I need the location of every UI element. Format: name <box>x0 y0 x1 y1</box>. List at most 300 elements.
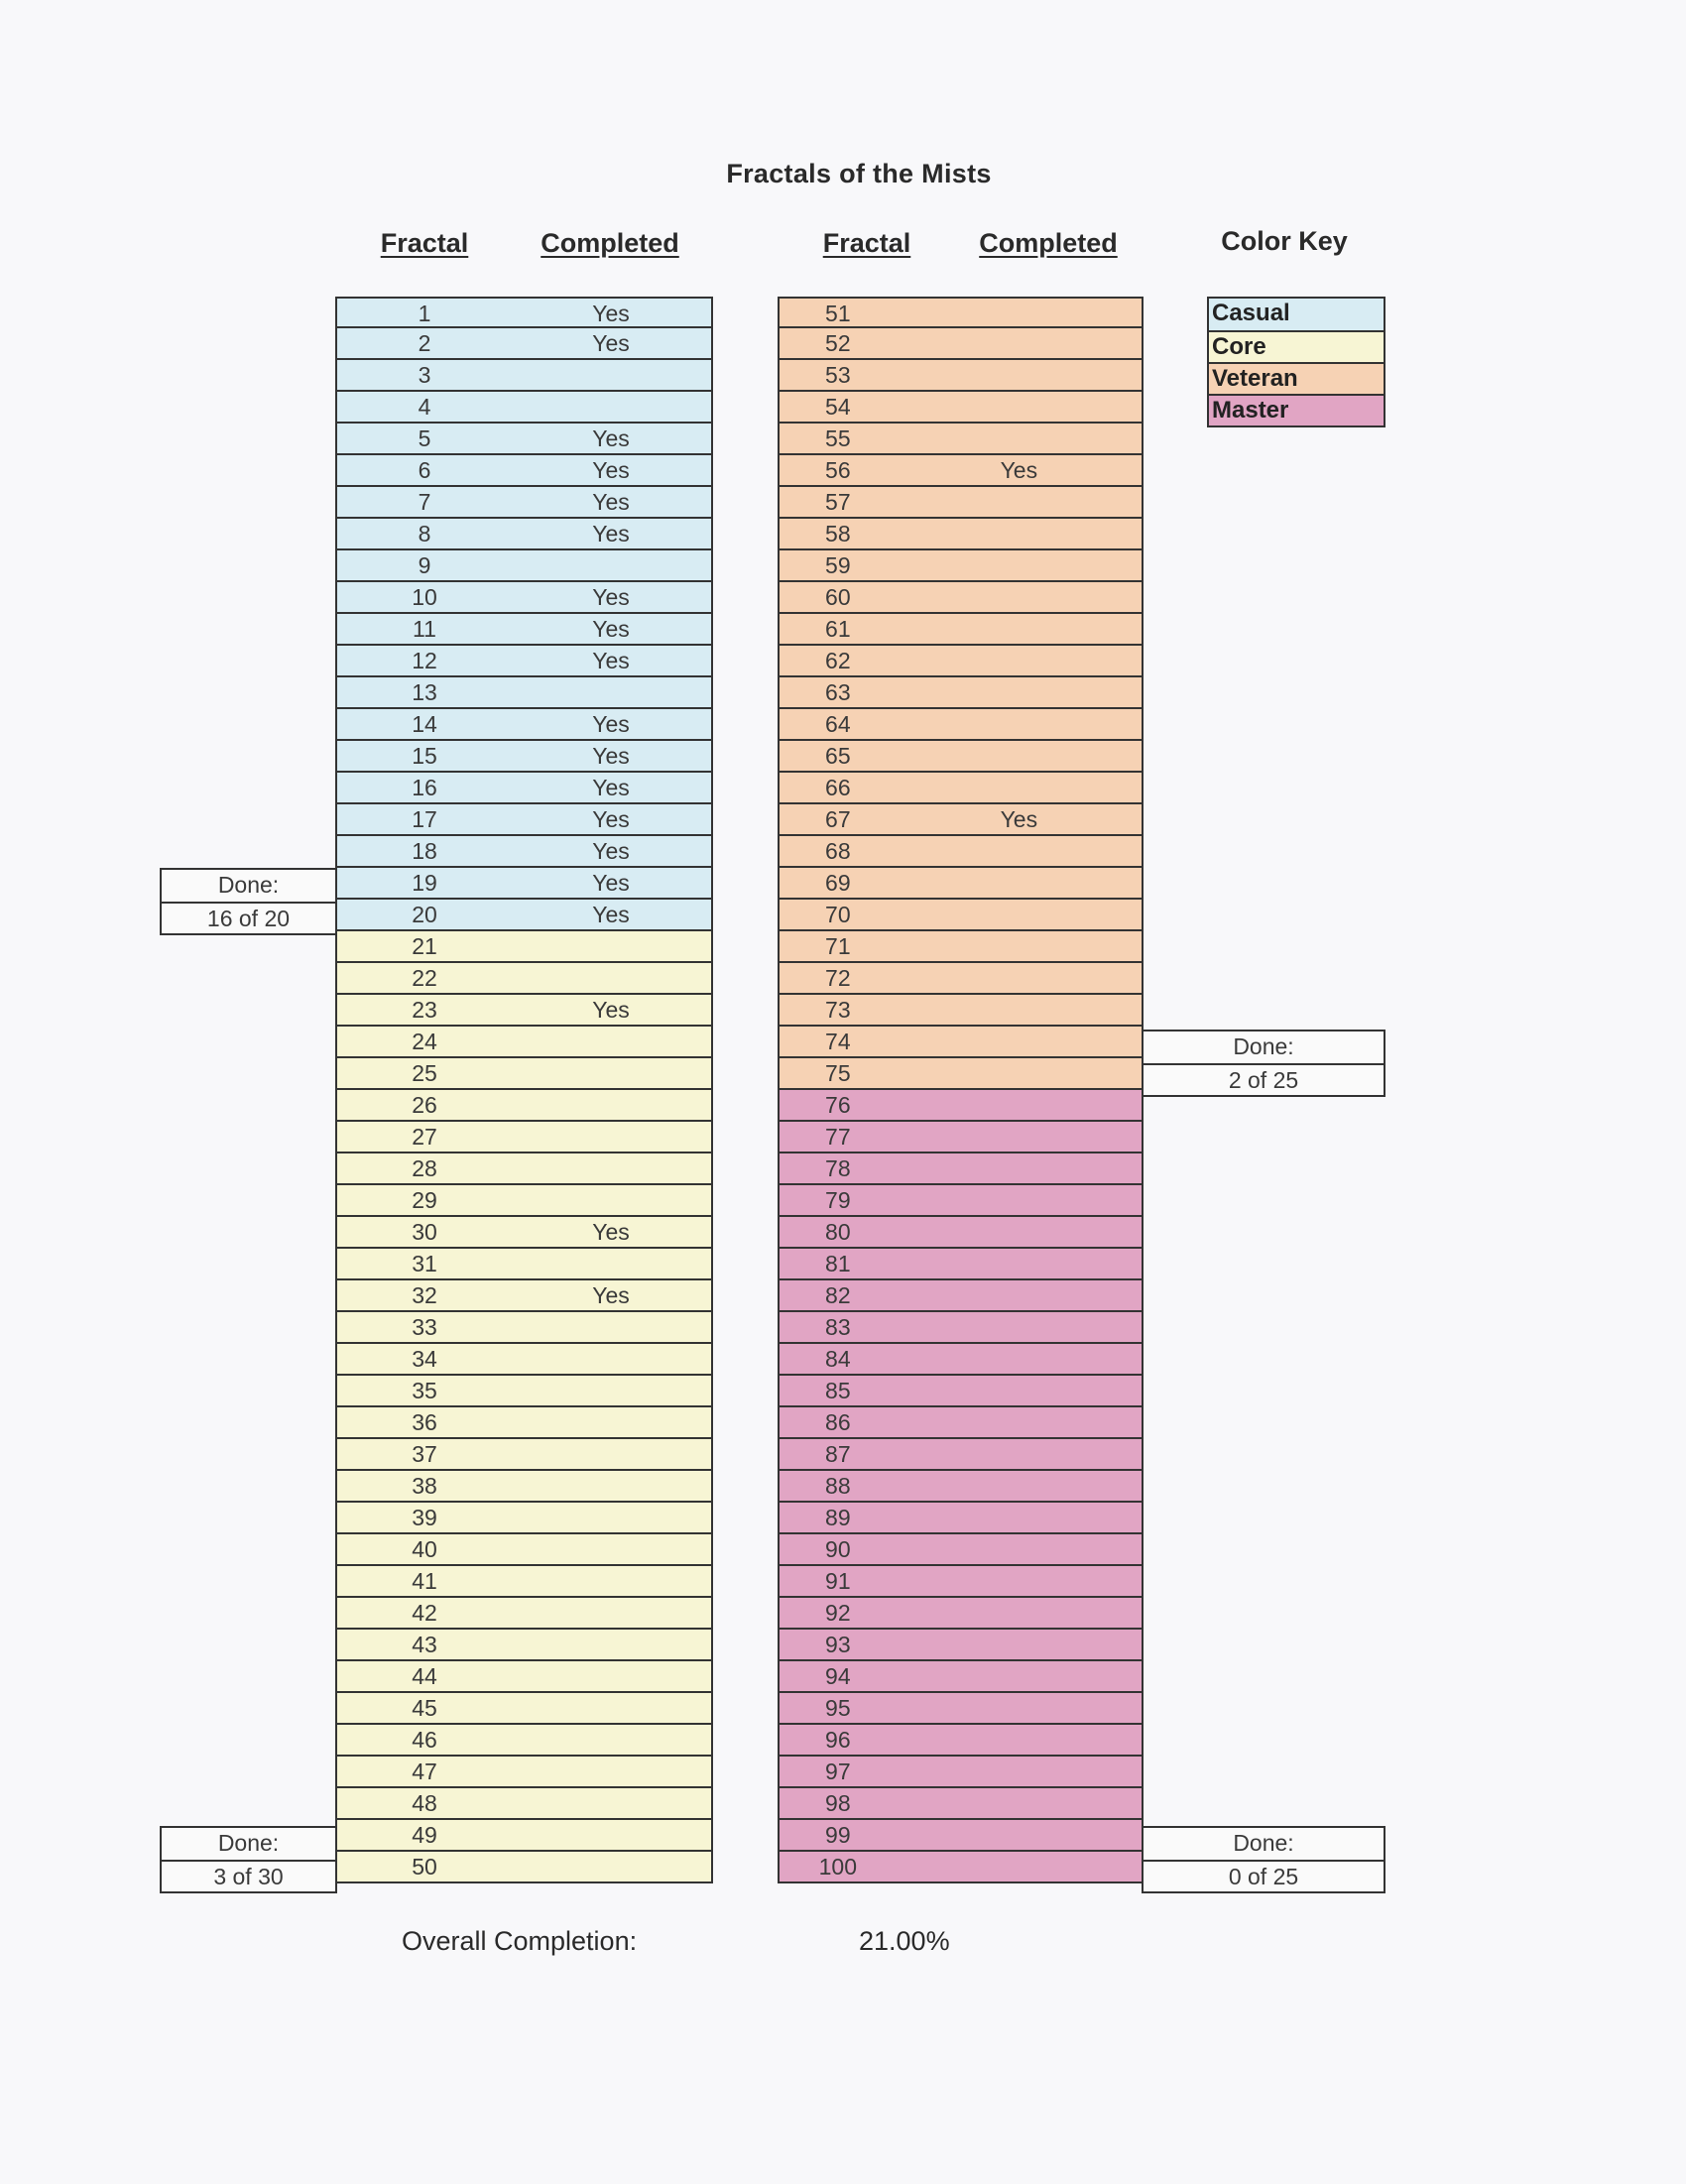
table-row <box>778 773 1144 804</box>
fractal-completed <box>897 1693 1142 1723</box>
table-row <box>778 1598 1144 1630</box>
table-row <box>778 1725 1144 1757</box>
fractal-completed <box>512 1344 710 1374</box>
table-row <box>335 1185 713 1217</box>
fractal-completed: Yes <box>592 838 630 864</box>
fractal-number: 15 <box>412 743 437 769</box>
table-row <box>778 1852 1144 1883</box>
fractal-completed <box>897 1090 1142 1120</box>
fractal-number: 64 <box>825 711 851 737</box>
fractal-number: 7 <box>418 489 431 515</box>
fractal-number: 14 <box>412 711 437 737</box>
fractal-completed <box>897 1757 1142 1786</box>
fractal-completed: Yes <box>592 616 630 642</box>
fractal-number: 62 <box>825 648 851 673</box>
table-row <box>335 1058 713 1090</box>
fractal-number: 24 <box>412 1029 437 1054</box>
table-row <box>335 931 713 963</box>
fractal-completed <box>512 1693 710 1723</box>
fractal-completed <box>897 1280 1142 1310</box>
fractal-number: 96 <box>825 1727 851 1753</box>
fractal-completed <box>512 1312 710 1342</box>
table-row <box>335 1693 713 1725</box>
fractal-number: 3 <box>418 362 431 388</box>
table-row <box>335 424 713 455</box>
table-row <box>335 1725 713 1757</box>
key-veteran: Veteran <box>1209 362 1384 394</box>
fractal-completed <box>897 677 1142 707</box>
fractal-number: 37 <box>412 1441 437 1467</box>
summary-value: 0 of 25 <box>1144 1860 1384 1891</box>
table-row <box>778 1090 1144 1122</box>
fractal-number: 83 <box>825 1314 851 1340</box>
table-row <box>335 1312 713 1344</box>
fractal-completed <box>897 550 1142 580</box>
fractal-number: 85 <box>825 1378 851 1403</box>
table-row <box>778 995 1144 1027</box>
summary-label: Done: <box>1233 1033 1294 1059</box>
fractal-number: 47 <box>412 1759 437 1784</box>
fractal-completed: Yes <box>592 457 630 483</box>
fractal-number: 12 <box>412 648 437 673</box>
table-row <box>778 1185 1144 1217</box>
fractal-number: 40 <box>412 1536 437 1562</box>
table-row <box>778 900 1144 931</box>
fractal-number: 1 <box>418 301 431 326</box>
table-row <box>778 1058 1144 1090</box>
fractal-number: 74 <box>825 1029 851 1054</box>
table-row <box>335 1153 713 1185</box>
table-row <box>335 646 713 677</box>
fractal-number: 4 <box>418 394 431 420</box>
fractal-completed <box>897 1661 1142 1691</box>
fractal-number: 55 <box>825 425 851 451</box>
table-row <box>778 1217 1144 1249</box>
color-key-box <box>1207 297 1385 427</box>
table-row <box>778 582 1144 614</box>
fractal-completed: Yes <box>592 870 630 896</box>
fractal-completed <box>897 995 1142 1025</box>
table-row <box>778 1757 1144 1788</box>
fractal-completed <box>512 677 710 707</box>
fractal-completed <box>897 836 1142 866</box>
fractal-completed <box>512 1027 710 1056</box>
table-row <box>335 1217 713 1249</box>
table-row <box>778 392 1144 424</box>
table-row <box>778 1280 1144 1312</box>
fractal-number: 56 <box>825 457 851 483</box>
table-row <box>335 519 713 550</box>
fractal-completed <box>897 1376 1142 1405</box>
table-row <box>778 487 1144 519</box>
table-row <box>335 1820 713 1852</box>
fractal-number: 69 <box>825 870 851 896</box>
fractal-completed: Yes <box>592 330 630 356</box>
fractal-completed <box>897 1058 1142 1088</box>
fractal-number: 32 <box>412 1282 437 1308</box>
fractal-number: 16 <box>412 775 437 800</box>
fractal-number: 53 <box>825 362 851 388</box>
header-completed-right: Completed <box>979 228 1118 258</box>
fractal-number: 60 <box>825 584 851 610</box>
fractal-number: 50 <box>412 1854 437 1880</box>
fractal-completed <box>512 1725 710 1755</box>
summary-veteran <box>1142 1030 1385 1097</box>
fractal-number: 57 <box>825 489 851 515</box>
header-fractal-right: Fractal <box>822 228 911 258</box>
table-row <box>335 1788 713 1820</box>
fractal-completed <box>897 773 1142 802</box>
header-fractal-left: Fractal <box>380 228 469 258</box>
fractal-table-right <box>778 297 1144 1883</box>
fractal-number: 79 <box>825 1187 851 1213</box>
fractal-completed <box>897 1312 1142 1342</box>
summary-label: Done: <box>1233 1830 1294 1856</box>
fractal-number: 70 <box>825 902 851 927</box>
fractal-number: 6 <box>418 457 431 483</box>
table-row <box>778 1820 1144 1852</box>
table-row <box>335 677 713 709</box>
fractal-number: 72 <box>825 965 851 991</box>
fractal-number: 39 <box>412 1505 437 1530</box>
fractal-completed <box>897 424 1142 453</box>
fractal-completed <box>897 741 1142 771</box>
fractal-number: 13 <box>412 679 437 705</box>
fractal-number: 54 <box>825 394 851 420</box>
table-row <box>778 1566 1144 1598</box>
fractal-number: 11 <box>413 616 436 642</box>
table-row <box>778 328 1144 360</box>
fractal-number: 88 <box>825 1473 851 1499</box>
fractal-number: 26 <box>412 1092 437 1118</box>
fractal-completed: Yes <box>592 1282 630 1308</box>
table-row <box>335 1376 713 1407</box>
table-row <box>335 455 713 487</box>
fractal-number: 52 <box>825 330 851 356</box>
fractal-completed <box>897 299 1142 326</box>
fractal-number: 61 <box>825 616 851 642</box>
table-row <box>335 1471 713 1503</box>
fractal-number: 43 <box>412 1632 437 1657</box>
fractal-completed <box>512 1661 710 1691</box>
fractal-completed <box>897 1439 1142 1469</box>
table-row <box>335 614 713 646</box>
table-row <box>778 646 1144 677</box>
fractal-completed <box>897 392 1142 422</box>
table-row <box>778 868 1144 900</box>
fractal-completed <box>897 1185 1142 1215</box>
fractal-number: 99 <box>825 1822 851 1848</box>
fractal-number: 82 <box>825 1282 851 1308</box>
table-row <box>778 1249 1144 1280</box>
fractal-completed <box>897 1217 1142 1247</box>
fractal-number: 36 <box>412 1409 437 1435</box>
overall-completion-label: Overall Completion: <box>402 1926 638 1956</box>
fractal-number: 93 <box>825 1632 851 1657</box>
fractal-completed <box>512 1630 710 1659</box>
fractal-completed <box>897 963 1142 993</box>
fractal-completed: Yes <box>592 648 630 673</box>
fractal-completed: Yes <box>592 775 630 800</box>
fractal-number: 22 <box>412 965 437 991</box>
table-row <box>778 1344 1144 1376</box>
summary-label: Done: <box>217 1830 280 1856</box>
fractal-completed: Yes <box>592 301 630 326</box>
fractal-number: 2 <box>418 330 431 356</box>
fractal-completed <box>512 360 710 390</box>
fractal-completed <box>897 1566 1142 1596</box>
table-row <box>335 1503 713 1534</box>
table-row <box>778 614 1144 646</box>
fractal-number: 45 <box>412 1695 437 1721</box>
table-row <box>335 1630 713 1661</box>
fractal-completed <box>897 1820 1142 1850</box>
fractal-number: 46 <box>412 1727 437 1753</box>
table-row <box>778 1153 1144 1185</box>
fractal-completed <box>512 550 710 580</box>
fractal-number: 5 <box>418 425 431 451</box>
table-row <box>778 677 1144 709</box>
table-row <box>335 328 713 360</box>
fractal-completed: Yes <box>592 806 630 832</box>
fractal-number: 67 <box>825 806 851 832</box>
fractal-completed: Yes <box>1000 806 1038 832</box>
fractal-completed: Yes <box>592 997 630 1023</box>
fractal-completed: Yes <box>592 425 630 451</box>
fractal-completed <box>897 519 1142 548</box>
summary-master <box>1142 1826 1385 1893</box>
fractal-completed <box>897 931 1142 961</box>
fractal-completed <box>897 1598 1142 1628</box>
fractal-completed <box>897 1407 1142 1437</box>
table-row <box>778 519 1144 550</box>
table-row <box>335 582 713 614</box>
fractal-number: 90 <box>825 1536 851 1562</box>
fractal-number: 17 <box>412 806 437 832</box>
fractal-completed <box>897 1249 1142 1278</box>
table-row <box>778 455 1144 487</box>
table-row <box>778 836 1144 868</box>
fractal-completed <box>512 1058 710 1088</box>
fractal-number: 89 <box>825 1505 851 1530</box>
table-row <box>778 1122 1144 1153</box>
fractal-completed <box>512 963 710 993</box>
table-row <box>335 1661 713 1693</box>
table-row <box>335 1090 713 1122</box>
table-row <box>778 804 1144 836</box>
table-row <box>335 1280 713 1312</box>
fractal-number: 30 <box>412 1219 437 1245</box>
fractal-number: 19 <box>412 870 437 896</box>
table-row <box>778 1376 1144 1407</box>
fractal-completed <box>512 1566 710 1596</box>
summary-casual <box>160 868 337 935</box>
overall-completion-value: 21.00% <box>859 1926 950 1956</box>
fractal-number: 87 <box>825 1441 851 1467</box>
fractal-number: 33 <box>412 1314 437 1340</box>
fractal-completed <box>512 1185 710 1215</box>
table-row <box>778 1693 1144 1725</box>
fractal-completed <box>897 709 1142 739</box>
fractal-number: 8 <box>418 521 431 546</box>
fractal-number: 86 <box>825 1409 851 1435</box>
fractal-number: 35 <box>412 1378 437 1403</box>
fractal-number: 42 <box>412 1600 437 1626</box>
table-row <box>335 1598 713 1630</box>
table-row <box>335 900 713 931</box>
fractal-completed <box>897 646 1142 675</box>
fractal-completed <box>512 1757 710 1786</box>
fractal-number: 28 <box>412 1155 437 1181</box>
fractal-completed <box>512 1090 710 1120</box>
fractal-completed <box>512 1153 710 1183</box>
fractal-completed <box>512 931 710 961</box>
table-row <box>335 360 713 392</box>
fractal-completed: Yes <box>592 521 630 546</box>
table-row <box>335 741 713 773</box>
fractal-completed <box>897 868 1142 898</box>
fractal-completed <box>512 1122 710 1152</box>
table-row <box>778 550 1144 582</box>
table-row <box>778 1439 1144 1471</box>
table-row <box>335 773 713 804</box>
table-row <box>335 995 713 1027</box>
fractal-number: 92 <box>825 1600 851 1626</box>
header-completed-left: Completed <box>541 228 679 258</box>
fractal-number: 84 <box>825 1346 851 1372</box>
table-row <box>335 550 713 582</box>
table-row <box>335 1249 713 1280</box>
fractal-completed <box>512 1439 710 1469</box>
fractal-completed: Yes <box>592 489 630 515</box>
fractal-number: 63 <box>825 679 851 705</box>
fractal-completed <box>897 1534 1142 1564</box>
table-row <box>778 963 1144 995</box>
summary-value: 2 of 25 <box>1144 1063 1384 1095</box>
table-row <box>778 1661 1144 1693</box>
table-row <box>335 1407 713 1439</box>
table-row <box>778 1407 1144 1439</box>
table-row <box>778 709 1144 741</box>
fractal-number: 44 <box>412 1663 437 1689</box>
fractal-number: 31 <box>412 1251 437 1276</box>
table-row <box>778 1312 1144 1344</box>
fractal-completed <box>897 1027 1142 1056</box>
fractal-completed <box>897 1788 1142 1818</box>
table-row <box>778 360 1144 392</box>
table-row <box>335 1027 713 1058</box>
table-row <box>335 1344 713 1376</box>
fractal-completed <box>897 1852 1142 1881</box>
fractal-number: 94 <box>825 1663 851 1689</box>
fractal-completed <box>512 1376 710 1405</box>
fractal-completed <box>897 487 1142 517</box>
table-row <box>335 1534 713 1566</box>
fractal-number: 80 <box>825 1219 851 1245</box>
table-row <box>335 836 713 868</box>
fractal-number: 9 <box>418 552 431 578</box>
fractal-completed <box>512 1503 710 1532</box>
fractal-completed <box>512 1407 710 1437</box>
fractal-completed <box>897 1630 1142 1659</box>
table-row <box>778 741 1144 773</box>
fractal-completed <box>897 1503 1142 1532</box>
fractal-completed <box>512 1820 710 1850</box>
table-row <box>778 1503 1144 1534</box>
fractal-number: 41 <box>412 1568 437 1594</box>
fractal-completed <box>512 392 710 422</box>
fractal-completed <box>512 1249 710 1278</box>
fractal-number: 25 <box>412 1060 437 1086</box>
fractal-number: 75 <box>825 1060 851 1086</box>
fractal-number: 38 <box>412 1473 437 1499</box>
table-row <box>778 1027 1144 1058</box>
fractal-completed <box>897 1153 1142 1183</box>
fractal-completed <box>897 614 1142 644</box>
table-row <box>778 1534 1144 1566</box>
table-row <box>335 297 713 328</box>
table-row <box>335 1757 713 1788</box>
fractal-number: 81 <box>825 1251 851 1276</box>
key-core: Core <box>1209 330 1384 362</box>
table-row <box>778 1788 1144 1820</box>
fractal-number: 27 <box>412 1124 437 1150</box>
fractal-completed: Yes <box>592 584 630 610</box>
page-title: Fractals of the Mists <box>726 159 992 188</box>
fractal-completed <box>897 1471 1142 1501</box>
table-row <box>778 297 1144 328</box>
table-row <box>335 1852 713 1883</box>
header-color-key: Color Key <box>1221 226 1348 256</box>
fractal-completed <box>512 1534 710 1564</box>
table-row <box>778 931 1144 963</box>
fractal-number: 23 <box>412 997 437 1023</box>
fractal-table-left <box>335 297 713 1883</box>
table-row <box>335 1122 713 1153</box>
fractal-number: 91 <box>825 1568 851 1594</box>
fractal-completed <box>512 1788 710 1818</box>
table-row <box>335 709 713 741</box>
fractal-number: 18 <box>412 838 437 864</box>
summary-label: Done: <box>217 872 280 898</box>
summary-value: 3 of 30 <box>162 1860 335 1891</box>
fractal-completed <box>897 1122 1142 1152</box>
fractal-number: 65 <box>825 743 851 769</box>
fractal-completed <box>512 1852 710 1881</box>
fractal-number: 58 <box>825 521 851 546</box>
fractal-number: 66 <box>825 775 851 800</box>
table-row <box>778 1630 1144 1661</box>
fractal-number: 73 <box>825 997 851 1023</box>
summary-value: 16 of 20 <box>162 902 335 933</box>
fractal-number: 97 <box>825 1759 851 1784</box>
fractal-completed <box>897 1344 1142 1374</box>
fractal-number: 10 <box>412 584 437 610</box>
table-row <box>335 963 713 995</box>
fractal-number: 21 <box>412 933 437 959</box>
fractal-completed: Yes <box>592 902 630 927</box>
fractal-number: 95 <box>825 1695 851 1721</box>
fractal-number: 68 <box>825 838 851 864</box>
fractal-completed <box>512 1598 710 1628</box>
table-row <box>335 1566 713 1598</box>
key-master: Master <box>1209 394 1384 425</box>
table-row <box>778 1471 1144 1503</box>
fractal-number: 71 <box>825 933 851 959</box>
fractal-number: 29 <box>412 1187 437 1213</box>
key-casual: Casual <box>1209 299 1384 330</box>
fractal-number: 78 <box>825 1155 851 1181</box>
